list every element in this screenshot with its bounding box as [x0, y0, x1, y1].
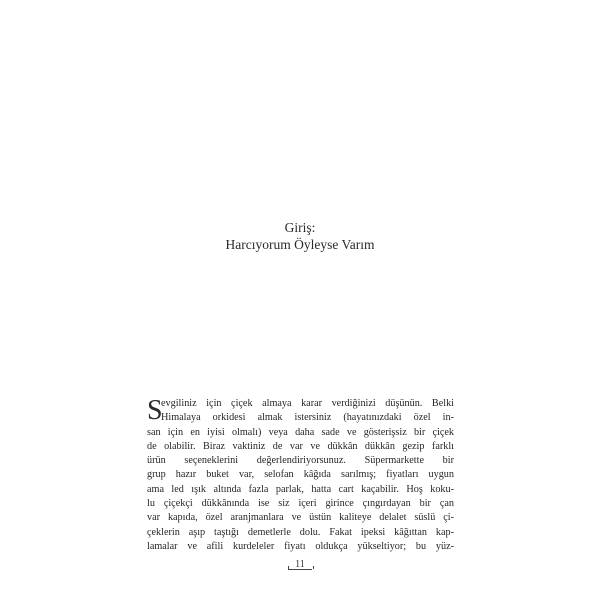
- text-line: san için en iyisi olmalı) veya daha sade ve gösterişsiz bir çiçek: [147, 426, 454, 438]
- text-line: lamalar ve afili kurdeleler fiyatı oldukça yükseltiyor; bu yüz-: [147, 540, 454, 552]
- page-number-rule: [288, 569, 312, 570]
- page-number: 11: [295, 559, 305, 570]
- text-line: de olabilir. Biraz vaktiniz de var ve dükkân dükkân gezip farklı: [147, 440, 454, 452]
- text-line: Himalaya orkidesi almak istersiniz (hayatınızdaki özel in-: [161, 412, 454, 424]
- chapter-heading: [150, 219, 450, 253]
- text-line: ürün seçeneklerini değerlendiriyorsunuz. Süpermarkette bir: [147, 455, 454, 467]
- chapter-title: Harcıyorum Öyleyse Varım: [225, 237, 375, 252]
- text-line: çeklerin aşıp taştığı demetlerle dolu. Fakat ipeksi kâğıttan kap-: [147, 526, 454, 538]
- body-paragraph: [147, 397, 454, 554]
- text-line: var kapıda, özel aranjmanlara ve üstün kaliteye delalet süslü çi-: [147, 512, 454, 524]
- text-line: evgiliniz için çiçek almaya karar verdiğinizi düşünün. Belki: [161, 398, 454, 409]
- text-line: grup hazır buket var, selofan kâğıda sarılmış; fiyatları uygun: [147, 469, 454, 481]
- text-line: ama led ışık altında fazla parlak, hatta cart kaçabilir. Hoş koku-: [147, 483, 454, 495]
- text-line: lu çiçekçi dükkânında ise siz içeri girince çıngırdayan bir çan: [147, 498, 454, 510]
- chapter-label: Giriş:: [284, 220, 316, 235]
- drop-cap: S: [147, 395, 163, 426]
